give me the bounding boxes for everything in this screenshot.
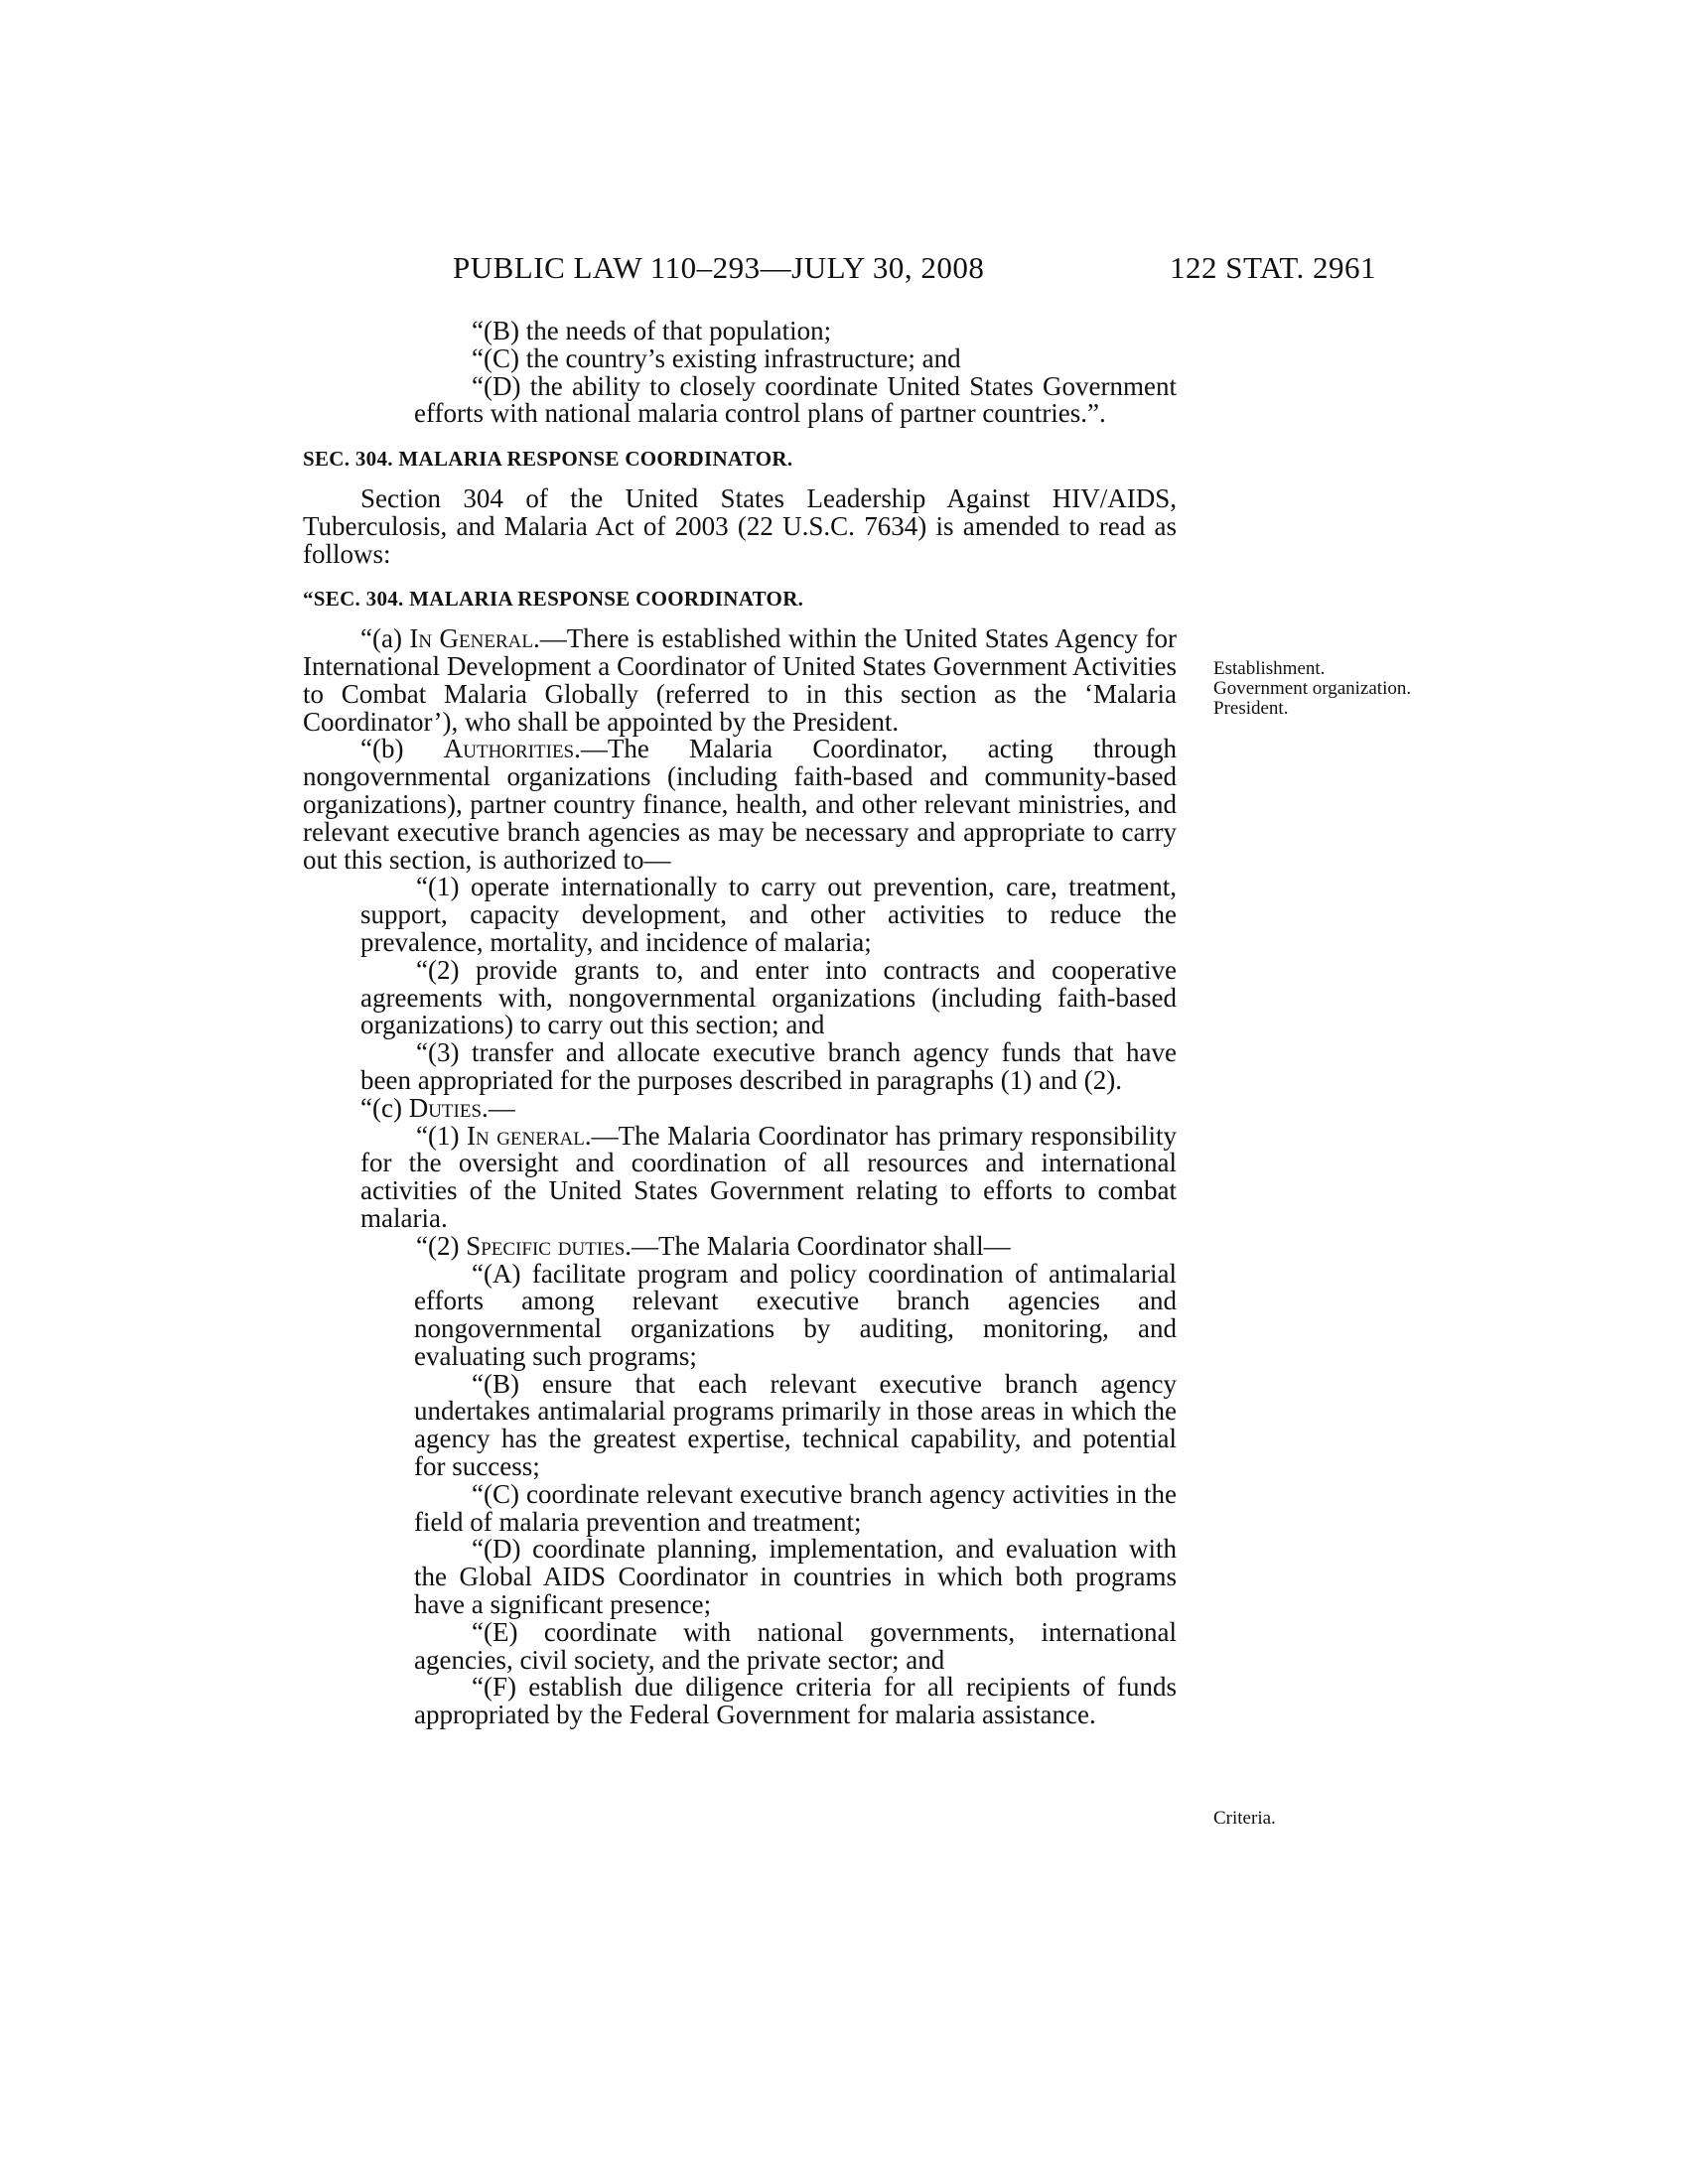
subparagraph-c2c: “(C) coordinate relevant executive branch agency activities in the field of malaria prevention and treatment; — [414, 1478, 1177, 1537]
paragraph-b1: “(1) operate internationally to carry out prevention, care, treatment, support, capacity development, and other activities to reduce the prevalence, mortality, and incidence of malaria; — [360, 872, 1177, 957]
clause-c-infrastructure: “(C) the country’s existing infrastructure; and — [472, 342, 961, 373]
subsection-b-caption: Authorities — [443, 734, 575, 764]
subsection-b-text: .—The Malaria Coordinator, acting through nongovernmental organizations (including faith-based and community-based organizations), partner country finance, health, and other relevant ministries, and relevant executive branch agencies as may be necessary and appropriate to carry out this section, is authorized to— — [303, 734, 1178, 875]
subsection-a-prefix: “(a) — [360, 623, 410, 654]
subsection-a — [303, 625, 1177, 736]
margin-note-establishment-line: Establishment. — [1213, 658, 1326, 679]
subsection-c-prefix: “(c) — [360, 1092, 409, 1123]
subparagraph-c2e: “(E) coordinate with national governments, international agencies, civil society, and the private sector; and — [414, 1616, 1177, 1675]
paragraph-c2-text: .—The Malaria Coordinator shall— — [625, 1230, 1011, 1261]
quoted-section-heading: “SEC. 304. MALARIA RESPONSE COORDINATOR. — [303, 587, 804, 612]
subsection-a-caption: In General — [409, 623, 533, 654]
section-intro: Section 304 of the United States Leadership Against HIV/AIDS, Tuberculosis, and Malaria Act of 2003 (22 U.S.C. 7634) is amended to read as follows: — [303, 482, 1177, 569]
subsection-b — [303, 736, 1177, 874]
paragraph-c1 — [303, 1120, 1177, 1233]
subsection-a-text: .—There is established within the United States Agency for International Development a Coordinator of United States Government Activities to Combat Malaria Globally (referred to in this section as the ‘Malaria Coordinator’), who shall be appointed by the President. — [303, 623, 1178, 737]
statute-page-number: 122 STAT. 2961 — [1169, 250, 1376, 285]
subparagraph-c2f: “(F) establish due diligence criteria for all recipients of funds appropriated by the Federal Government for malaria assistance. — [414, 1672, 1177, 1730]
margin-note-criteria-line: Criteria. — [1213, 1808, 1276, 1829]
subsection-c — [303, 1092, 1177, 1123]
subsection-b-prefix: “(b) — [360, 734, 444, 764]
margin-note-president-line: President. — [1213, 698, 1289, 719]
subparagraph-c2a: “(A) facilitate program and policy coordination of antimalarial efforts among relevant executive branch agencies and nongovernmental organizations by auditing, monitoring, and evaluating such programs; — [414, 1258, 1177, 1371]
paragraph-c2-caption: Specific duties — [466, 1230, 626, 1261]
paragraph-c1-caption: In general — [466, 1120, 585, 1151]
running-header — [453, 250, 1376, 290]
margin-note-criteria — [1213, 1809, 1412, 1829]
paragraph-c1-text: .—The Malaria Coordinator has primary responsibility for the oversight and coordination of all resources and international activities of the United States Government relating to efforts to combat malaria. — [360, 1120, 1177, 1233]
paragraph-b3: “(3) transfer and allocate executive branch agency funds that have been appropriated for the purposes described in paragraphs (1) and (2). — [360, 1037, 1177, 1095]
paragraph-c1-prefix: “(1) — [416, 1120, 467, 1151]
subparagraph-c2d: “(D) coordinate planning, implementation, and evaluation with the Global AIDS Coordinator in countries in which both programs have a significant presence; — [414, 1534, 1177, 1620]
public-law-citation: PUBLIC LAW 110–293—JULY 30, 2008 — [453, 250, 985, 285]
margin-note-establishment — [1213, 659, 1412, 719]
subsection-c-caption: Duties — [408, 1092, 483, 1123]
subsection-c-text: .— — [482, 1092, 515, 1123]
section-heading: SEC. 304. MALARIA RESPONSE COORDINATOR. — [303, 447, 793, 472]
paragraph-c2 — [303, 1230, 1177, 1261]
clause-b-needs: “(B) the needs of that population; — [472, 316, 832, 345]
clause-d-coordinate: “(D) the ability to closely coordinate United States Government efforts with national malaria control plans of partner countries.”. — [414, 370, 1177, 429]
paragraph-c2-prefix: “(2) — [416, 1230, 467, 1261]
paragraph-b2: “(2) provide grants to, and enter into contracts and cooperative agreements with, nongovernmental organizations (including faith-based organizations) to carry out this section; and — [360, 954, 1177, 1040]
margin-note-government-organization-line: Government organization. — [1213, 678, 1412, 699]
subparagraph-c2b: “(B) ensure that each relevant executive branch agency undertakes antimalarial programs primarily in those areas in which the agency has the greatest expertise, technical capability, and potential for success; — [414, 1368, 1177, 1482]
statute-body — [303, 318, 1177, 1729]
